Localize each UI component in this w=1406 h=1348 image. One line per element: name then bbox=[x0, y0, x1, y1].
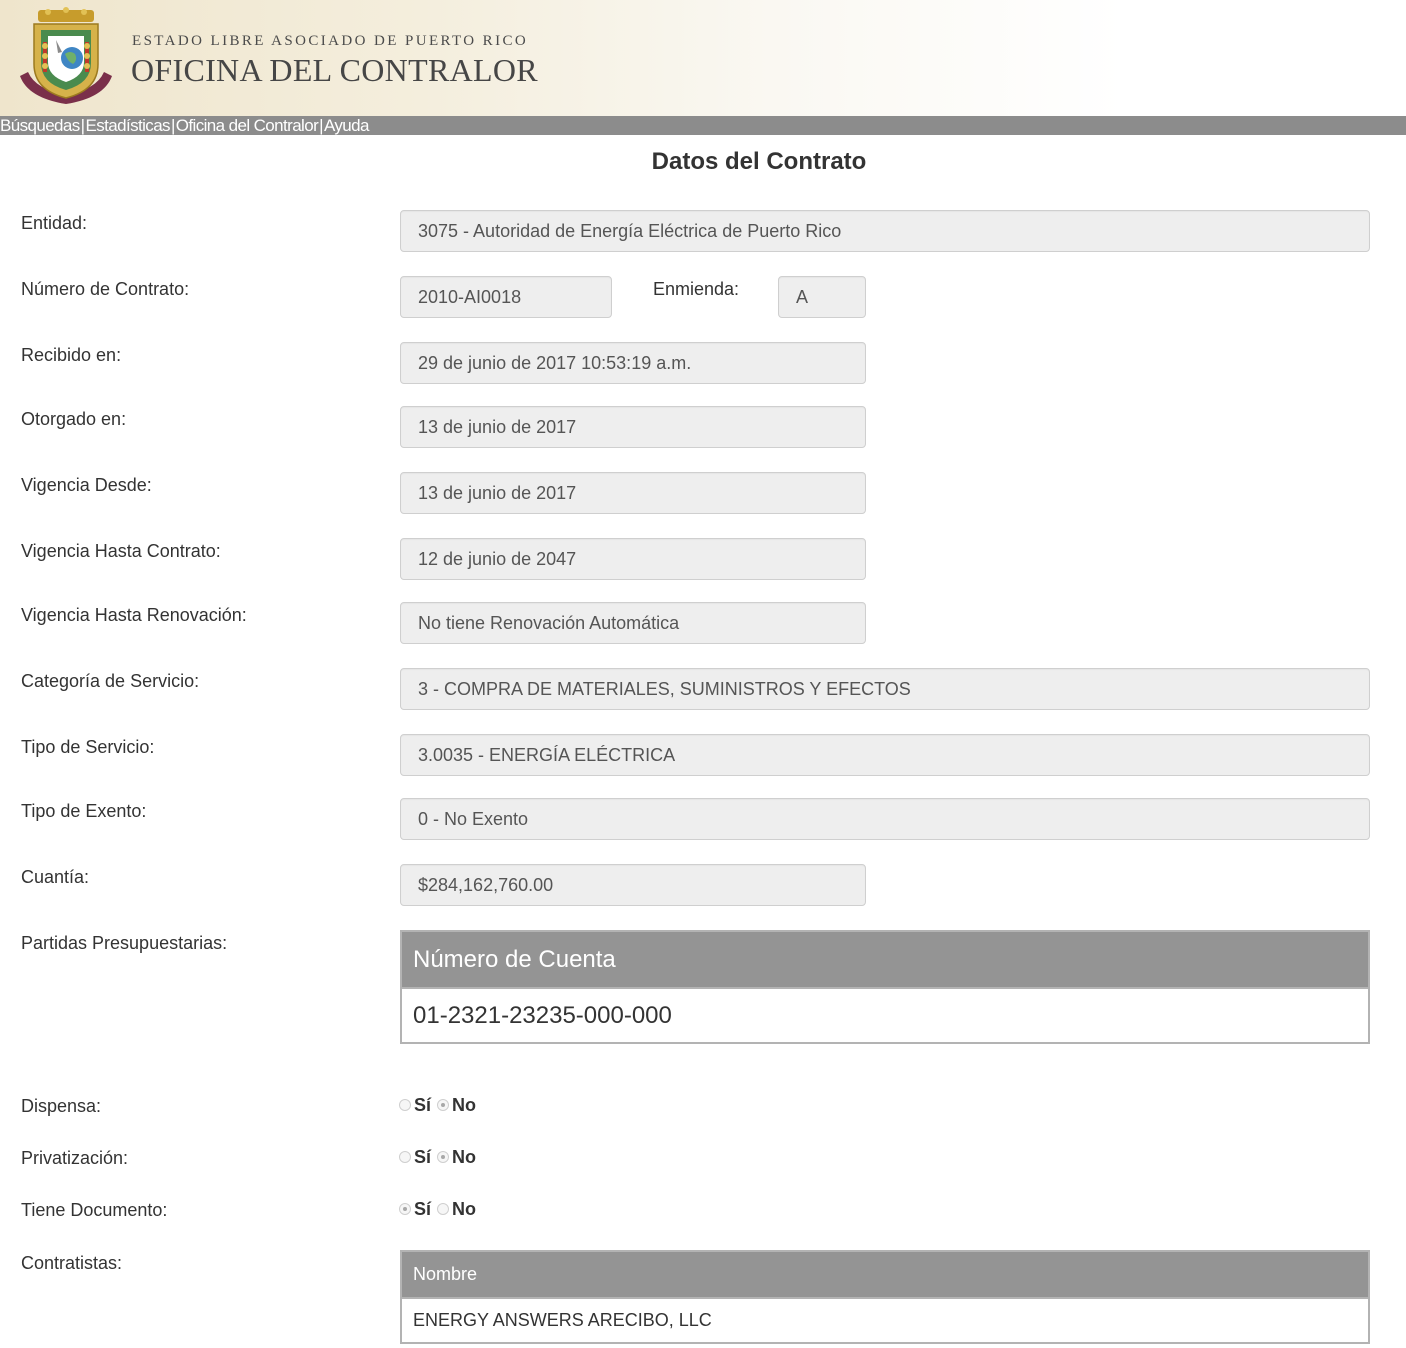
contratistas-table bbox=[400, 1250, 1370, 1344]
partidas-table bbox=[400, 930, 1370, 1044]
tiene-documento-si-radio[interactable] bbox=[399, 1203, 411, 1215]
table-row: 01-2321-23235-000-000 bbox=[402, 989, 1368, 1042]
dispensa-radio-group bbox=[399, 1095, 482, 1115]
vigencia-hasta-contrato-label: Vigencia Hasta Contrato: bbox=[21, 541, 221, 561]
org-title: OFICINA DEL CONTRALOR bbox=[131, 52, 538, 88]
otorgado-field[interactable]: 13 de junio de 2017 bbox=[400, 406, 866, 448]
nav-busquedas[interactable]: Búsquedas bbox=[0, 116, 80, 135]
radio-label-si: Sí bbox=[414, 1146, 432, 1167]
coat-of-arms-seal-icon bbox=[18, 6, 114, 106]
table-header-nombre: Nombre bbox=[402, 1252, 1368, 1299]
tipo-servicio-label: Tipo de Servicio: bbox=[21, 737, 155, 757]
nav-oficina-del-contralor[interactable]: Oficina del Contralor bbox=[175, 116, 319, 135]
privatizacion-radio-group bbox=[399, 1147, 482, 1167]
main-nav bbox=[0, 116, 1406, 135]
privatizacion-si-radio[interactable] bbox=[399, 1151, 411, 1163]
nav-estadisticas[interactable]: Estadísticas bbox=[85, 116, 170, 135]
contratistas-label: Contratistas: bbox=[21, 1253, 123, 1273]
radio-label-si: Sí bbox=[414, 1198, 432, 1219]
entidad-field[interactable]: 3075 - Autoridad de Energía Eléctrica de Puerto Rico bbox=[400, 210, 1370, 252]
vigencia-desde-field[interactable]: 13 de junio de 2017 bbox=[400, 472, 866, 514]
org-subtitle: ESTADO LIBRE ASOCIADO DE PUERTO RICO bbox=[132, 33, 529, 49]
tiene-documento-label: Tiene Documento: bbox=[21, 1200, 168, 1220]
privatizacion-no-radio[interactable] bbox=[437, 1151, 449, 1163]
tipo-servicio-field[interactable]: 3.0035 - ENERGÍA ELÉCTRICA bbox=[400, 734, 1370, 776]
radio-label-si: Sí bbox=[414, 1094, 432, 1115]
dispensa-no-radio[interactable] bbox=[437, 1099, 449, 1111]
page-title: Datos del Contrato bbox=[651, 148, 867, 175]
dispensa-label: Dispensa: bbox=[21, 1096, 102, 1116]
table-header-numero-cuenta: Número de Cuenta bbox=[402, 932, 1368, 989]
table-row: ENERGY ANSWERS ARECIBO, LLC bbox=[402, 1299, 1368, 1342]
cuantia-label: Cuantía: bbox=[21, 867, 90, 887]
otorgado-label: Otorgado en: bbox=[21, 409, 127, 429]
vigencia-hasta-renovacion-field[interactable]: No tiene Renovación Automática bbox=[400, 602, 866, 644]
nav-separator: | bbox=[170, 116, 175, 135]
site-header bbox=[0, 0, 1406, 116]
nav-separator: | bbox=[319, 116, 323, 135]
vigencia-hasta-renovacion-label: Vigencia Hasta Renovación: bbox=[21, 605, 247, 625]
radio-label-no: No bbox=[452, 1146, 477, 1167]
privatizacion-label: Privatización: bbox=[21, 1148, 129, 1168]
numero-contrato-label: Número de Contrato: bbox=[21, 279, 190, 299]
vigencia-desde-label: Vigencia Desde: bbox=[21, 475, 152, 495]
categoria-servicio-field[interactable]: 3 - COMPRA DE MATERIALES, SUMINISTROS Y EFECTOS bbox=[400, 668, 1370, 710]
vigencia-hasta-contrato-field[interactable]: 12 de junio de 2047 bbox=[400, 538, 866, 580]
nav-separator: | bbox=[80, 116, 85, 135]
numero-contrato-field[interactable]: 2010-AI0018 bbox=[400, 276, 612, 318]
enmienda-label: Enmienda: bbox=[653, 279, 740, 299]
tiene-documento-no-radio[interactable] bbox=[437, 1203, 449, 1215]
enmienda-field[interactable]: A bbox=[778, 276, 866, 318]
radio-label-no: No bbox=[452, 1198, 477, 1219]
dispensa-si-radio[interactable] bbox=[399, 1099, 411, 1111]
tiene-documento-radio-group bbox=[399, 1199, 482, 1219]
categoria-servicio-label: Categoría de Servicio: bbox=[21, 671, 200, 691]
cuantia-field[interactable]: $284,162,760.00 bbox=[400, 864, 866, 906]
recibido-field[interactable]: 29 de junio de 2017 10:53:19 a.m. bbox=[400, 342, 866, 384]
tipo-exento-label: Tipo de Exento: bbox=[21, 801, 147, 821]
partidas-label: Partidas Presupuestarias: bbox=[21, 933, 228, 953]
nav-ayuda[interactable]: Ayuda bbox=[323, 116, 369, 135]
recibido-label: Recibido en: bbox=[21, 345, 122, 365]
entidad-label: Entidad: bbox=[21, 213, 88, 233]
tipo-exento-field[interactable]: 0 - No Exento bbox=[400, 798, 1370, 840]
radio-label-no: No bbox=[452, 1094, 477, 1115]
